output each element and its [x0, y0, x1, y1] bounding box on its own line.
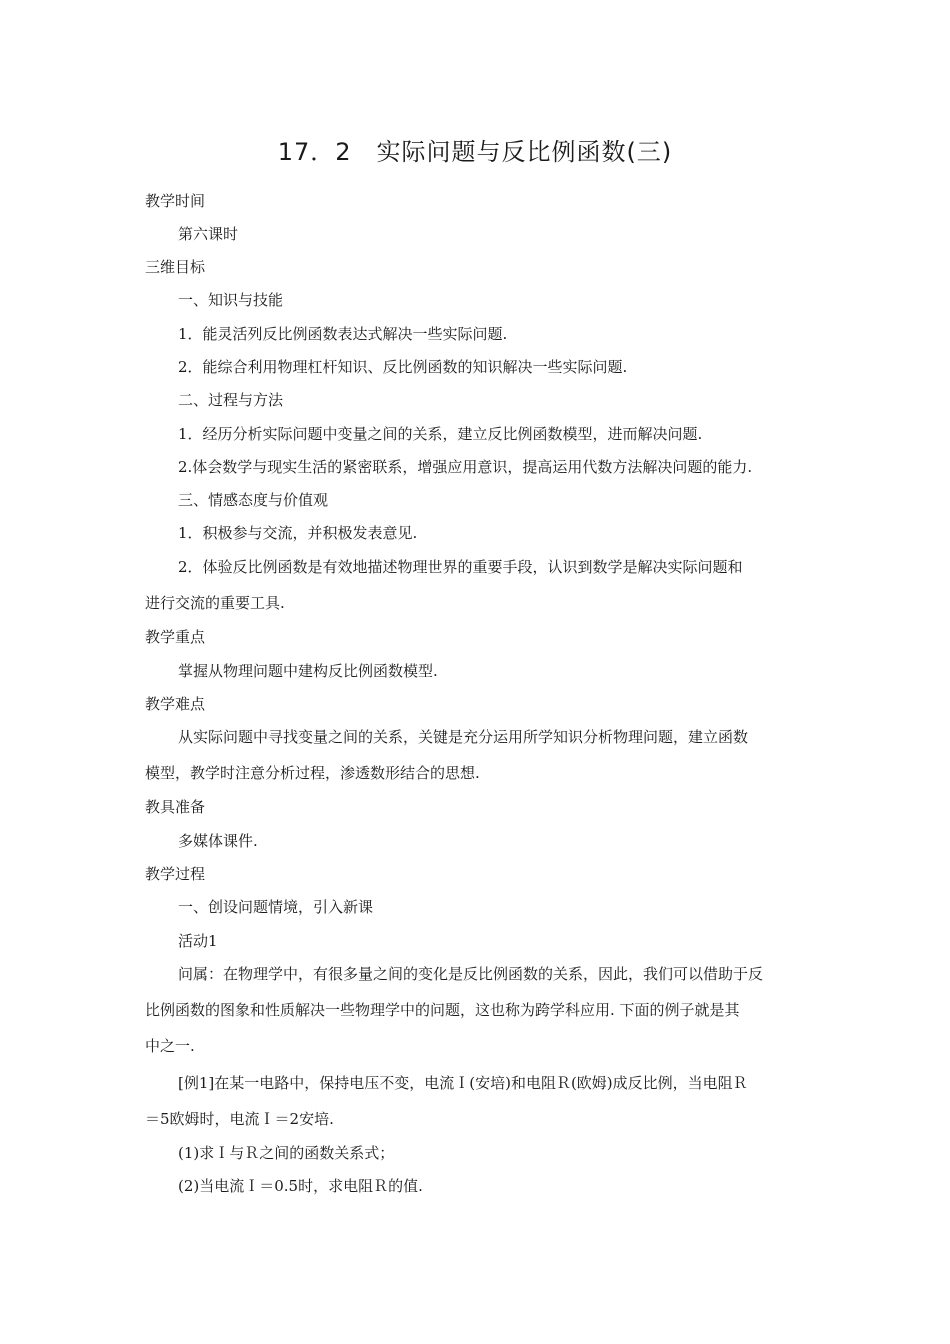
paragraph: 模型，教学时注意分析过程，渗透数形结合的思想.	[145, 764, 480, 782]
paragraph: 一、知识与技能	[178, 291, 284, 309]
paragraph: 二、过程与方法	[178, 391, 284, 409]
paragraph: (2)当电流Ｉ＝0.5时，求电阻Ｒ的值.	[178, 1177, 423, 1195]
paragraph: 掌握从物理问题中建构反比例函数模型.	[178, 662, 438, 680]
section-heading-objectives: 三维目标	[145, 258, 206, 276]
paragraph: 2．体验反比例函数是有效地描述物理世界的重要手段，认识到数学是解决实际问题和	[178, 558, 743, 576]
paragraph: 1．积极参与交流，并积极发表意见.	[178, 524, 418, 542]
paragraph: 多媒体课件.	[178, 832, 258, 850]
section-heading-process: 教学过程	[145, 865, 206, 883]
paragraph: 一、创设问题情境，引入新课	[178, 898, 374, 916]
section-heading-difficulty: 教学难点	[145, 695, 206, 713]
section-heading-key-point: 教学重点	[145, 628, 206, 646]
paragraph: 1．能灵活列反比例函数表达式解决一些实际问题.	[178, 325, 508, 343]
paragraph: 三、情感态度与价值观	[178, 491, 329, 509]
paragraph: 中之一.	[145, 1037, 195, 1055]
paragraph: 2．能综合利用物理杠杆知识、反比例函数的知识解决一些实际问题.	[178, 358, 628, 376]
section-heading-time: 教学时间	[145, 192, 206, 210]
paragraph: 活动1	[178, 932, 218, 950]
paragraph: 比例函数的图象和性质解决一些物理学中的问题，这也称为跨学科应用. 下面的例子就是其	[145, 1001, 740, 1019]
paragraph: 问属：在物理学中，有很多量之间的变化是反比例函数的关系，因此，我们可以借助于反	[178, 965, 764, 983]
paragraph: 从实际问题中寻找变量之间的关系，关键是充分运用所学知识分析物理问题，建立函数	[178, 728, 749, 746]
paragraph: 1．经历分析实际问题中变量之间的关系，建立反比例函数模型，进而解决问题.	[178, 425, 703, 443]
paragraph: 第六课时	[178, 225, 239, 243]
paragraph: 2.体会数学与现实生活的紧密联系，增强应用意识，提高运用代数方法解决问题的能力.	[178, 458, 753, 476]
paragraph: 进行交流的重要工具.	[145, 594, 285, 612]
paragraph: [例1]在某一电路中，保持电压不变，电流Ｉ(安培)和电阻Ｒ(欧姆)成反比例，当电阻Ｒ	[178, 1074, 748, 1092]
paragraph: ＝5欧姆时，电流Ｉ＝2安培.	[145, 1110, 334, 1128]
section-heading-materials: 教具准备	[145, 798, 206, 816]
paragraph: (1)求Ｉ与Ｒ之间的函数关系式；	[178, 1144, 395, 1162]
document-title: 17．2 实际问题与反比例函数(三)	[277, 138, 673, 166]
